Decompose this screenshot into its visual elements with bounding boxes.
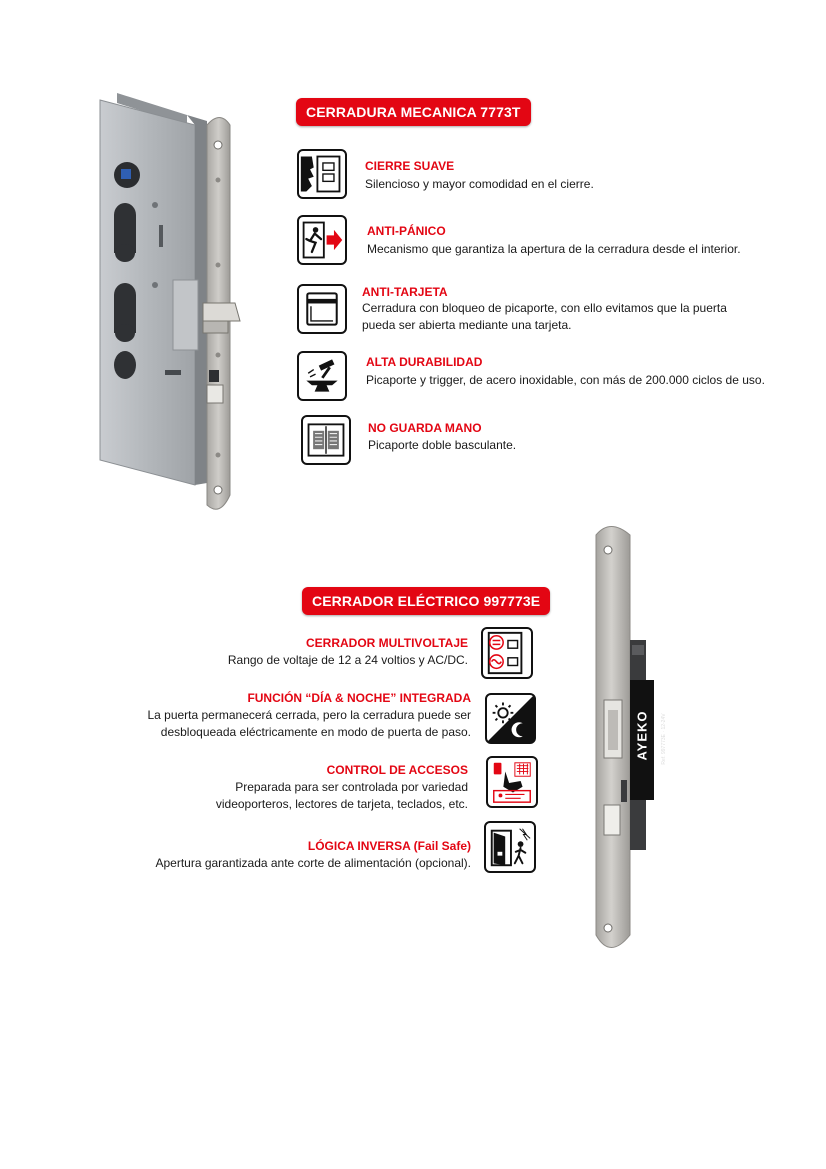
feature-desc-day-night-line1: La puerta permanecerá cerrada, pero la cerradura puede ser (147, 708, 471, 722)
section2-title: CERRADOR ELÉCTRICO 997773E (302, 587, 550, 615)
anvil-hammer-icon (297, 351, 347, 401)
feature-title-soft-close: CIERRE SUAVE (365, 159, 455, 173)
fail-safe-icon (484, 821, 536, 873)
strike-label-model: Ref. 997773E · 12-24V (661, 713, 667, 765)
feature-title-durability: ALTA DURABILIDAD (366, 355, 483, 369)
double-latch-icon (301, 415, 351, 465)
door-soft-close-icon (297, 149, 347, 199)
feature-title-anti-card: ANTI-TARJETA (362, 285, 448, 299)
feature-title-anti-panic: ANTI-PÁNICO (367, 224, 446, 238)
feature-desc-anti-card-line2: pueda ser abierta mediante una tarjeta. (362, 318, 572, 332)
feature-title-multivoltage: CERRADOR MULTIVOLTAJE (306, 636, 468, 650)
multivoltage-icon (481, 627, 533, 679)
anti-card-icon (297, 284, 347, 334)
mechanical-lock-image (95, 85, 245, 520)
feature-desc-access-control-line1: Preparada para ser controlada por variedad (235, 780, 468, 794)
feature-title-fail-safe: LÓGICA INVERSA (Fail Safe) (307, 839, 471, 853)
section1-title: CERRADURA MECANICA 7773T (296, 98, 531, 126)
day-night-icon (485, 693, 536, 744)
feature-desc-anti-panic: Mecanismo que garantiza la apertura de la cerradura desde el interior. (367, 242, 741, 256)
feature-desc-access-control-line2: videoporteros, lectores de tarjeta, teclados, etc. (215, 797, 468, 811)
strike-label (630, 680, 667, 800)
feature-desc-no-guard: Picaporte doble basculante. (368, 438, 517, 452)
feature-title-access-control: CONTROL DE ACCESOS (326, 763, 468, 777)
emergency-exit-icon (297, 215, 347, 265)
feature-desc-fail-safe: Apertura garantizada ante corte de alimentación (opcional). (155, 856, 471, 870)
feature-desc-anti-card-line1: Cerradura con bloqueo de picaporte, con ello evitamos que la puerta (362, 301, 727, 315)
feature-desc-durability: Picaporte y trigger, de acero inoxidable, con más de 200.000 ciclos de uso. (366, 373, 765, 387)
feature-desc-multivoltage: Rango de voltaje de 12 a 24 voltios y AC/DC. (227, 653, 468, 667)
access-control-icon (486, 756, 538, 808)
strike-label-brand: AYEKO (634, 710, 650, 761)
feature-desc-soft-close: Silencioso y mayor comodidad en el cierre. (365, 177, 594, 191)
feature-title-day-night: FUNCIÓN “DÍA & NOCHE” INTEGRADA (247, 691, 471, 705)
feature-desc-day-night-line2: desbloqueada eléctricamente en modo de puerta de paso. (160, 725, 471, 739)
feature-title-no-guard: NO GUARDA MANO (368, 421, 482, 435)
